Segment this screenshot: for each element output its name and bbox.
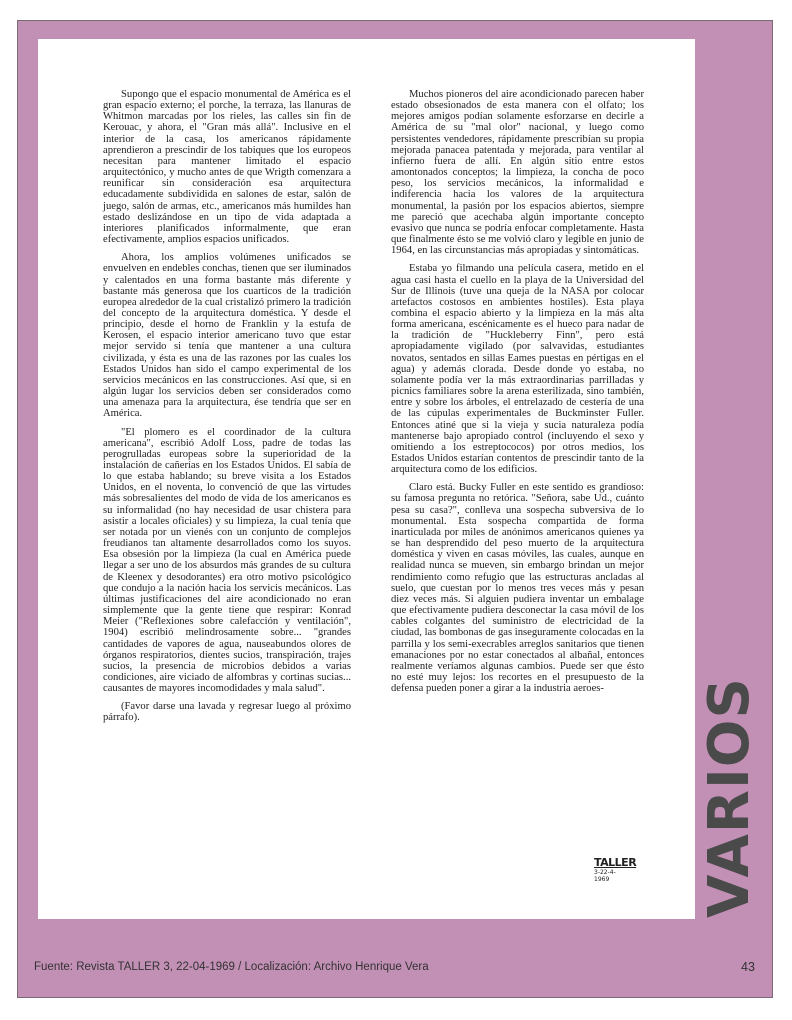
paragraph: "El plomero es el coordinador de la cultura americana", escribió Adolf Loss, padre de todas las perogrulladas europeas sobre la superioridad de la instalación de cañerías en los Estados Unidos. El sabía de lo que estaba hablando; su breve visita a los Estados Unidos, en el noventa, lo convenció de que las virtudes más sobresalientes del modo de vida de los americanos es su informalidad (no hay necesidad de usar chistera para asistir a locales oficiales) y su limpieza, la cual tenía que ser notada por un vienés con un conjunto de complejos freudianos tan altamente desarrollados como los suyos. Esa obsesión por la limpieza (la cual en América puede llegar a ser uno de los absurdos más grandes de su cultura de Kleenex y desodorantes) era otro motivo psicológico que condujo a la nación hacia los servicis mecánicos. Las últimas justificaciones del aire acondicionado no eran simplemente que la gente tiene que respirar: Konrad Meier ("Reflexiones sobre calefacción y ventilación", 1904) escribió melindrosamente sobre... "grandes cantidades de vapores de agua, nauseabundos olores de órganos respiratorios, dientes sucios, transpiración, trajes sucios, la presencia de microbios debidos a varias condiciones, aire viciado de alfombras y cortinas sucias... causantes de mayores incomodidades y mala salud". [103,426,351,695]
source-caption: Fuente: Revista TALLER 3, 22-04-1969 / Localización: Archivo Henrique Vera [34,961,429,973]
stamp-date: 3-22-4-1969 [594,869,616,883]
page-number: 43 [741,960,755,974]
paragraph: Estaba yo filmando una película casera, metido en el agua casi hasta el cuello en la playa de la Universidad del Sur de Illinois (tuve una queja de la NASA por colocar artefactos costosos en ambientes hostiles). Esta playa combina el espacio abierto y la limpieza en la más alta forma americana, escénicamente es el hueco para nadar de la tradición de "Huckleberry Finn", pero está apropiadamente vigilado (por salvavidas, estudiantes novatos, sentados en sillas Eames puestas en pértigas en el agua) y además clorada. Desde donde yo estaba, no solamente podía ver la más extraordinarias parrilladas y picnics familiares sobre la arena esterilizada, sino también, entre y sobre los árboles, el entrelazado de cestería de una de las cúpulas experimentales de Buckminster Fuller. Entonces atiné que si la vieja y sucia naturaleza podía mantenerse bajo apropiado control (incluyendo el sexo y omitiendo a los estreptococos) por otros medios, los Estados Unidos estarían contentos de prescindir tanto de la arquitectura como de los edificios. [391,263,644,476]
scanned-page [38,39,695,919]
section-label: VARIOS [697,677,762,918]
paragraph: Ahora, los amplios volúmenes unificados se envuelven en endebles conchas, tienen que ser iluminados y calentados en una forma bastante más diferente y bastante más generosa que los cuarticos de la tradición europea alrededor de la cual cristalizó primero la tradición del concepto de la arquitectura doméstica. Y desde el principio, desde el horno de Franklin y la estufa de Kerosen, el espacio interior americano tuvo que estar mejor servido si tenía que mantener a una cultura civilizada, y ésta es una de las razones por las cuales los Estados Unidos han sido el campo experimental de los servicios mecánicos en las construcciones. Así que, si en algún lugar los servicios deben ser considerados como una amenaza para la arquitectura, ése tendría que ser en América. [103,252,351,420]
paragraph: (Favor darse una lavada y regresar luego al próximo párrafo). [103,701,351,724]
paragraph: Supongo que el espacio monumental de América es el gran espacio externo; el porche, la terraza, las llanuras de Whitmon marcadas por los rieles, las calles sin fin de Kerouac, y ahora, el "Gran más allá". Inclusive en el interior de la casa, los americanos rápidamente aprendieron a prescindir de los tabiques que los europeos necesitan para mantener limitado el espacio arquitectónico, y mucho antes de que Wrigth comenzara a reunificar sin consideración esa arquitectura educadamente subdividida en salones de estar, salón de juego, salón de armas, etc., americanos más humildes han estado deslizándose en un tipo de vida adaptada a interiores planificados informalmente, que eran efectivamente, amplios espacios unificados. [103,89,351,246]
article-column-right [391,89,644,701]
paragraph: Muchos pioneros del aire acondicionado parecen haber estado obsesionados de esta manera con el olfato; los mejores amigos podían solamente esforzarse en decirle a América de su "mal olor" nacional, y luego como persistentes vendedores, rápidamente prescribían su propia mejorada panacea patentada y mejorada, para ventilar al infierno fuera de allí. En algún sitio entre estos amontonados conceptos; la limpieza, la concha de poco peso, los servicios mecánicos, la informalidad e indiferencia hacia los valores de la arquitectura monumental, la pasión por los espacios abiertos, siempre me pareció que acechaba algún importante concepto evasivo que nunca se podría enfocar completamente. Hasta que finalmente ésto se me volvió claro y legible en junio de 1964, en las circunstancias más apropiadas y sintomáticas. [391,89,644,257]
article-column-left [103,89,351,731]
stamp-title: TALLER [594,856,637,869]
paragraph: Claro está. Bucky Fuller en este sentido es grandioso: su famosa pregunta no retórica. "Señora, sabe Ud., cuánto pesa su casa?", conlleva una sospecha subversiva de lo monumental. Esta sospecha compartida de forma inarticulada por miles de anónimos americanos quienes ya se han desprendido del peso muerto de la arquitectura doméstica y viven en casas móviles, las cuales, aunque en realidad nunca se mueven, sin embargo brindan un mejor rendimiento como refugio que las estructuras ancladas al suelo, que cuestan por lo menos tres veces más y pesan diez veces más. Si alguien pudiera inventar un embalage que efectivamente pudiera desconectar la casa móvil de los cables colgantes del suministro de electricidad de la ciudad, las bombonas de gas inseguramente colocadas en la parrilla y los semi-execrables arreglos sanitarios que tienen emanaciones por no estar conectados al albañal, entonces realmente veríamos algunas cambios. Puede ser que ésto no esté muy lejos: los recortes en el presupuesto de la defensa pueden poner a girar a la industria aeroes- [391,482,644,695]
taller-stamp [594,856,637,883]
